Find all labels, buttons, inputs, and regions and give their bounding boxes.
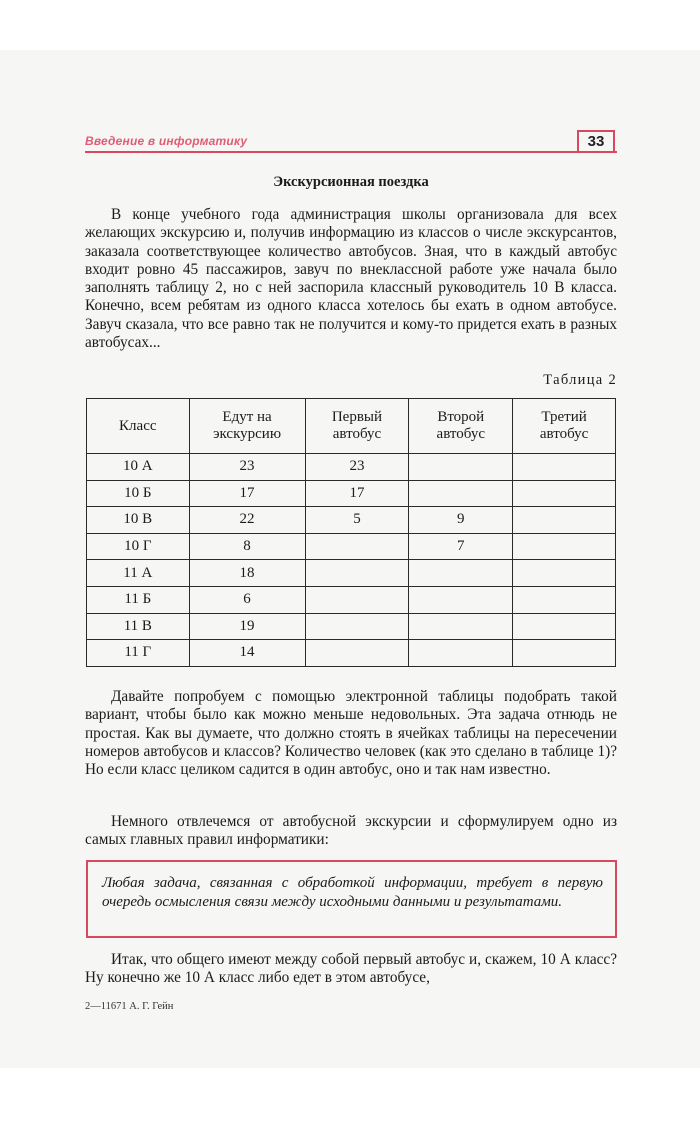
cell-bus-1 [305, 533, 409, 560]
cell-class: 11 Б [87, 586, 190, 613]
table-row [87, 533, 616, 560]
header-rule [85, 151, 617, 153]
cell-bus-3 [513, 613, 616, 640]
cell-bus-3 [513, 586, 616, 613]
paragraph-discussion: Давайте попробуем с помощью электронной таблицы подобрать такой вариант, чтобы было как можно меньше недовольных. Эта задача отнюдь не простая. Как вы думаете, что должно стоять в ячейках таблицы на пересечении номеров автобусов и классов? Количество человек (как это сделано в таблице 1)? Но если класс целиком садится в один автобус, оно и так нам известно. [85, 688, 617, 779]
table-caption: Таблица 2 [543, 372, 617, 388]
table-row [87, 454, 616, 481]
table-row [87, 480, 616, 507]
header-bus-2: Второй автобус [409, 399, 513, 454]
cell-bus-3 [513, 480, 616, 507]
cell-going: 23 [189, 454, 305, 481]
cell-going: 18 [189, 560, 305, 587]
header-bus-3: Третий автобус [513, 399, 616, 454]
paragraph-intro: В конце учебного года администрация школы организовала для всех желающих экскурсию и, получив информацию из классов о числе экскурсантов, заказала соответствующее количество автобусов. Зная, что в каждый автобус входит ровно 45 пассажиров, завуч по внеклассной работе уже начала было заполнять таблицу 2, но с ней заспорила классный руководитель 10 В класса. Конечно, всем ребятам из одного класса хотелось бы ехать в одном автобусе. Завуч сказала, что все равно так не получится и кому-то придется ехать в разных автобусах... [85, 206, 617, 352]
cell-bus-2 [409, 560, 513, 587]
cell-going: 14 [189, 640, 305, 667]
cell-class: 11 А [87, 560, 190, 587]
cell-going: 8 [189, 533, 305, 560]
cell-bus-2 [409, 586, 513, 613]
header-bus-1: Первый автобус [305, 399, 409, 454]
paragraph-continuation: Итак, что общего имеют между собой первый автобус и, скажем, 10 А класс? Ну конечно же 10 А класс либо едет в этом автобусе, [85, 951, 617, 987]
bus-distribution-table [86, 398, 616, 667]
cell-bus-1: 23 [305, 454, 409, 481]
cell-bus-1 [305, 640, 409, 667]
cell-bus-3 [513, 533, 616, 560]
paragraph-rule-intro: Немного отвлечемся от автобусной экскурсии и сформулируем одно из самых главных правил информатики: [85, 813, 617, 849]
cell-class: 10 Г [87, 533, 190, 560]
cell-bus-2 [409, 640, 513, 667]
cell-bus-1 [305, 586, 409, 613]
cell-class: 10 А [87, 454, 190, 481]
table-row [87, 560, 616, 587]
table-row [87, 507, 616, 534]
cell-bus-2 [409, 454, 513, 481]
page-number: 33 [577, 130, 615, 151]
cell-going: 6 [189, 586, 305, 613]
cell-going: 17 [189, 480, 305, 507]
cell-bus-1 [305, 613, 409, 640]
cell-bus-1: 5 [305, 507, 409, 534]
cell-bus-3 [513, 560, 616, 587]
header-going: Едут на экскурсию [189, 399, 305, 454]
table-row [87, 640, 616, 667]
rule-highlight-box: Любая задача, связанная с обработкой информации, требует в первую очередь осмысления связи между исходными данными и результатами. [86, 860, 617, 938]
cell-class: 10 Б [87, 480, 190, 507]
header-class: Класс [87, 399, 190, 454]
footer-signature-note: 2—11671 А. Г. Гейн [85, 1001, 174, 1012]
cell-bus-1 [305, 560, 409, 587]
cell-class: 11 В [87, 613, 190, 640]
cell-bus-2 [409, 480, 513, 507]
table-row [87, 586, 616, 613]
running-header-section-title: Введение в информатику [85, 134, 248, 148]
cell-class: 10 В [87, 507, 190, 534]
cell-bus-3 [513, 507, 616, 534]
cell-class: 11 Г [87, 640, 190, 667]
cell-bus-2: 7 [409, 533, 513, 560]
cell-bus-3 [513, 454, 616, 481]
cell-going: 22 [189, 507, 305, 534]
cell-going: 19 [189, 613, 305, 640]
table-row [87, 613, 616, 640]
cell-bus-2: 9 [409, 507, 513, 534]
cell-bus-3 [513, 640, 616, 667]
table-header-row [87, 399, 616, 454]
cell-bus-1: 17 [305, 480, 409, 507]
cell-bus-2 [409, 613, 513, 640]
section-heading: Экскурсионная поездка [273, 174, 429, 190]
